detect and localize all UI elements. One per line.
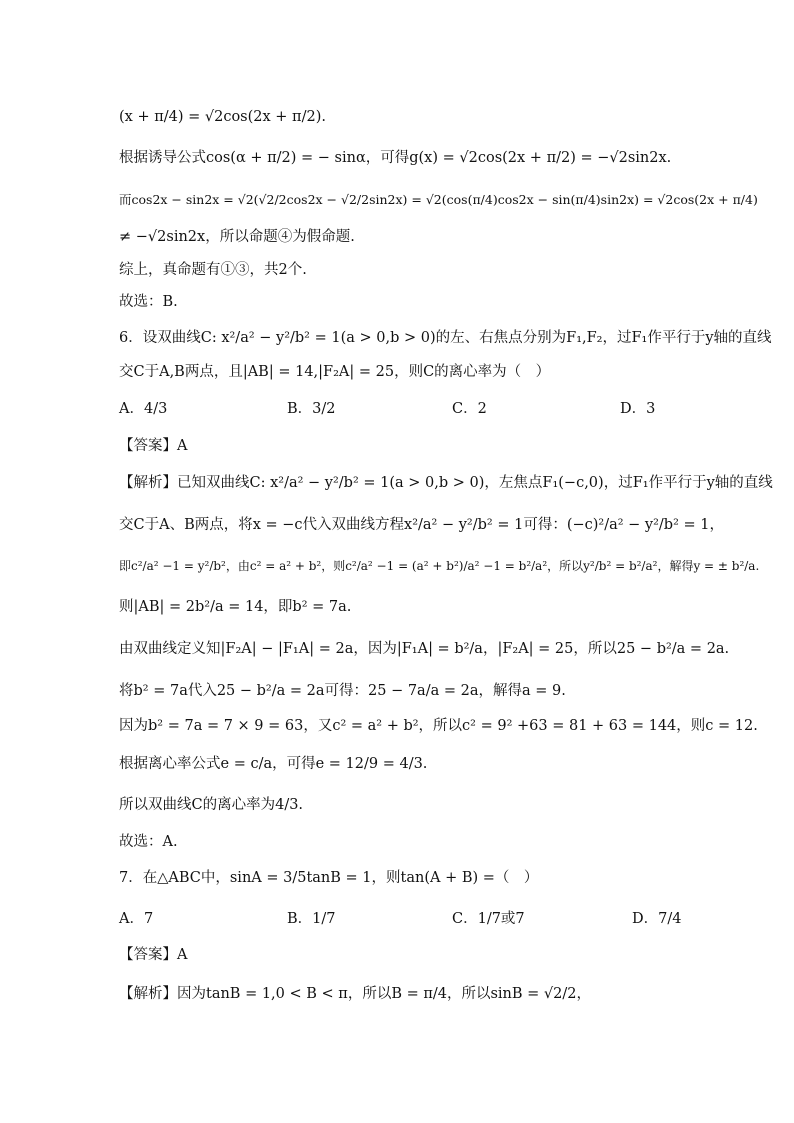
text-line: 而cos2x − sin2x = √2(√2/2cos2x − √2/2sin2x) = √2(cos(π/4)cos2x − sin(π/4)sin2x) = √2cos(2x + π/4) bbox=[119, 192, 758, 207]
analysis-line: 由双曲线定义知|F₂A| − |F₁A| = 2a，因为|F₁A| = b²/a，|F₂A| = 25，所以25 − b²/a = 2a. bbox=[119, 641, 730, 657]
q7-option-a: A．7 bbox=[119, 911, 154, 927]
analysis-line: 故选：A. bbox=[119, 834, 178, 850]
text-line: 根据诱导公式cos(α + π/2) = − sinα，可得g(x) = √2cos(2x + π/2) = −√2sin2x. bbox=[119, 150, 672, 166]
text-line: 故选：B. bbox=[119, 294, 178, 310]
analysis-line: 即c²/a² −1 = y²/b²，由c² = a² + b²，则c²/a² −1 = (a² + b²)/a² −1 = b²/a²，所以y²/b² = b²/a²，解得y = ± b²/a. bbox=[119, 559, 760, 573]
answer-label: 【答案】A bbox=[119, 438, 188, 454]
question-6-line: 6．设双曲线C: x²/a² − y²/b² = 1(a > 0,b > 0)的左、右焦点分别为F₁,F₂，过F₁作平行于y轴的直线 bbox=[119, 330, 772, 346]
q6-option-d: D．3 bbox=[620, 401, 656, 417]
analysis-line: 则|AB| = 2b²/a = 14，即b² = 7a. bbox=[119, 599, 352, 615]
analysis-line: 因为b² = 7a = 7 × 9 = 63，又c² = a² + b²，所以c² = 9² +63 = 81 + 63 = 144，则c = 12. bbox=[119, 718, 758, 734]
analysis-line: 根据离心率公式e = c/a，可得e = 12/9 = 4/3. bbox=[119, 756, 428, 772]
analysis-line: 所以双曲线C的离心率为4/3. bbox=[119, 797, 304, 813]
text-line: 综上，真命题有①③，共2个. bbox=[119, 262, 307, 278]
analysis-line: 【解析】已知双曲线C: x²/a² − y²/b² = 1(a > 0,b > 0)，左焦点F₁(−c,0)，过F₁作平行于y轴的直线 bbox=[119, 475, 773, 491]
q6-option-c: C．2 bbox=[452, 401, 487, 417]
analysis-line: 将b² = 7a代入25 − b²/a = 2a可得：25 − 7a/a = 2a，解得a = 9. bbox=[119, 683, 566, 699]
q7-option-c: C．1/7或7 bbox=[452, 911, 525, 927]
q7-option-d: D．7/4 bbox=[632, 911, 682, 927]
question-6-line: 交C于A,B两点，且|AB| = 14,|F₂A| = 25，则C的离心率为（ ） bbox=[119, 364, 551, 380]
analysis-line: 交C于A、B两点，将x = −c代入双曲线方程x²/a² − y²/b² = 1可得：(−c)²/a² − y²/b² = 1， bbox=[119, 517, 724, 533]
analysis-line: 【解析】因为tanB = 1,0 < B < π，所以B = π/4，所以sinB = √2/2， bbox=[119, 986, 591, 1002]
text-line: (x + π/4) = √2cos(2x + π/2). bbox=[119, 109, 326, 125]
q6-option-a: A．4/3 bbox=[119, 401, 168, 417]
question-7-line: 7．在△ABC中，sinA = 3/5tanB = 1，则tan(A + B) =（ ） bbox=[119, 870, 539, 886]
q6-option-b: B．3/2 bbox=[287, 401, 336, 417]
answer-label: 【答案】A bbox=[119, 947, 188, 963]
text-line: ≠ −√2sin2x，所以命题④为假命题. bbox=[119, 229, 355, 245]
q7-option-b: B．1/7 bbox=[287, 911, 336, 927]
